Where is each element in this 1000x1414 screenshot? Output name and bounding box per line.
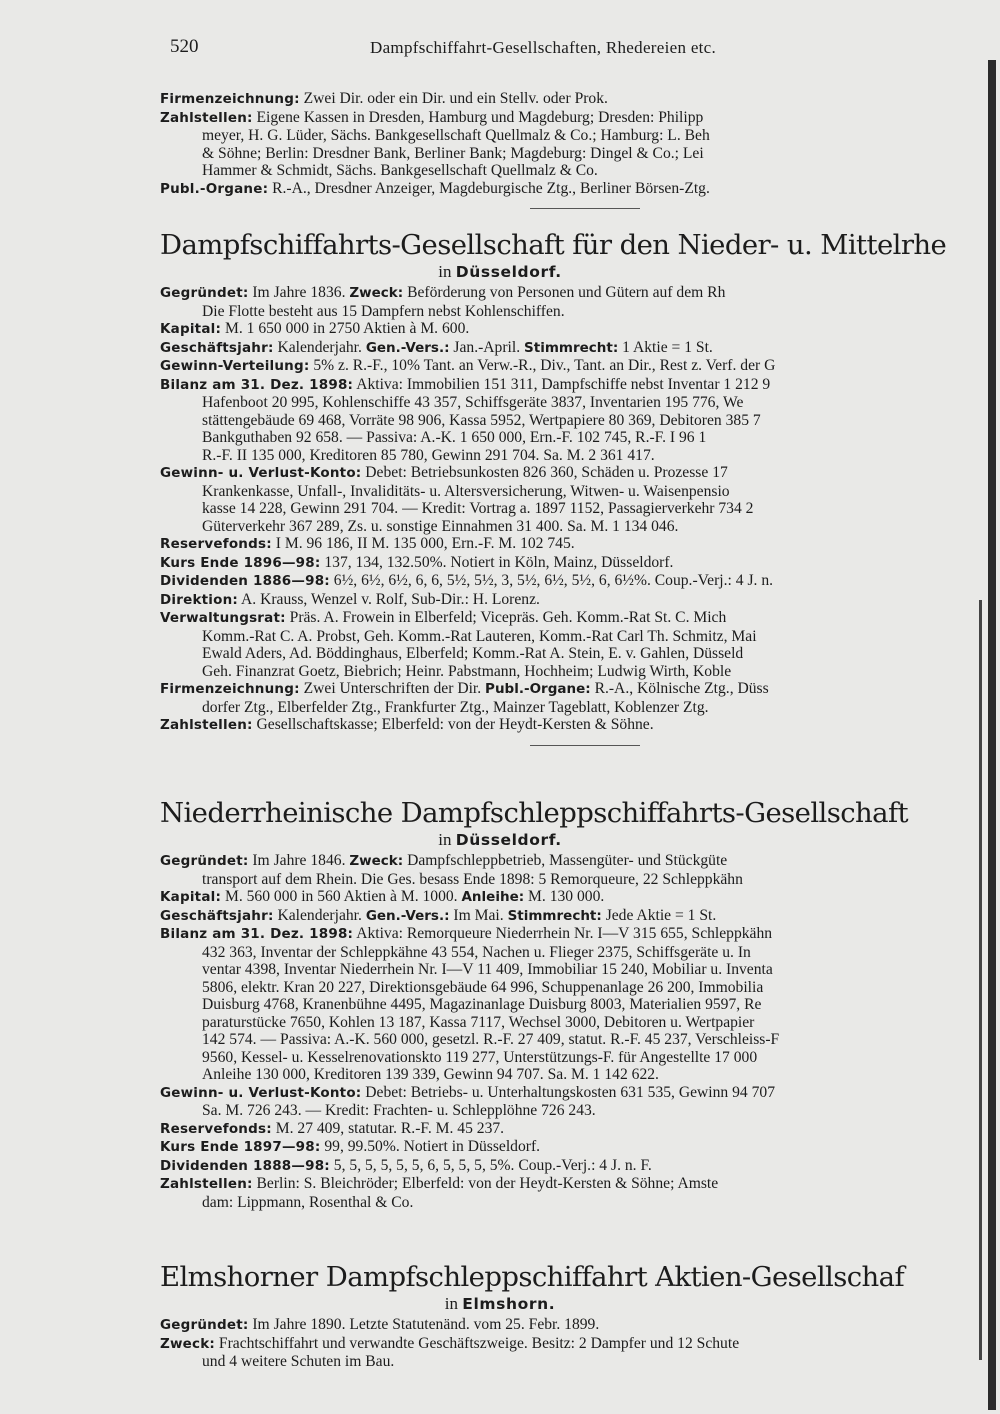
entry-dividenden: Dividenden 1886—98: 6½, 6½, 6½, 6, 6, 5½, 5½, 3, 5½, 6½, 5½, 6, 6½%. Coup.-Verj.: 4 J. n.: [160, 572, 774, 589]
company-location: in Elmshorn.: [444, 1294, 556, 1313]
company-section-2: [160, 796, 990, 1211]
entry-verwaltungsrat: Verwaltungsrat: Präs. A. Frowein in Elberfeld; Vicepräs. Geh. Komm.-Rat St. C. Mich Komm.-Rat C. A. Probst, Geh. Komm.-Rat Lauteren, Komm.-Rat Carl Th. Schmitz, Mai Ewald Aders, Ad. Böddinghaus, Elberfeld; Komm.-Rat A. Stein, E. v. Gahlen, Düsseld Geh. Finanzrat Goetz, Biebrich; Heinr. Pabstmann, Hochheim; Ludwig Wirth, Koble: [160, 609, 757, 680]
company-section-3: [160, 1260, 990, 1371]
entry-zweck: Zweck: Frachtschiffahrt und verwandte Geschäftszweige. Besitz: 2 Dampfer und 12 Schute und 4 weitere Schuten im Bau.: [160, 1334, 740, 1370]
entry-gegruendet: Gegründet: Im Jahre 1890. Letzte Statutenänd. vom 25. Febr. 1899.: [160, 1316, 600, 1333]
company-title: Elmshorner Dampfschleppschiffahrt Aktien-Gesellschaf: [160, 1261, 905, 1293]
entry-reservefonds: Reservefonds: M. 27 409, statutar. R.-F. M. 45 237.: [160, 1119, 505, 1137]
entry-zahlstellen: Zahlstellen: Gesellschaftskasse; Elberfeld: von der Heydt-Kersten & Söhne.: [160, 716, 654, 733]
section-divider: [530, 208, 640, 209]
entry-gewinn-verlust-konto: Gewinn- u. Verlust-Konto: Debet: Betriebs- u. Unterhaltungskosten 631 535, Gewinn 94 707 Sa. M. 726 243. — Kredit: Frachten- u. Schlepplöhne 726 243.: [160, 1083, 775, 1119]
page-header: [170, 36, 950, 68]
entry-zahlstellen: Zahlstellen: Eigene Kassen in Dresden, Hamburg und Magdeburg; Dresden: Philipp meyer, H. G. Lüder, Sächs. Bankgesellschaft Quellmalz & Co.; Hamburg: L. Beh & Söhne; Berlin: Dresdner Bank, Berliner Bank; Magdeburg: Dingel & Co.; Lei Hammer & Schmidt, Sächs. Bankgesellschaft Quellmalz & Co.: [160, 108, 710, 179]
company-location: in Düsseldorf.: [438, 830, 562, 849]
top-continuation-section: [160, 90, 990, 219]
entry-kapital: Kapital: M. 560 000 in 560 Aktien à M. 1000. Anleihe: M. 130 000.: [160, 888, 605, 905]
entry-direktion: Direktion: A. Krauss, Wenzel v. Rolf, Sub-Dir.: H. Lorenz.: [160, 590, 540, 608]
company-location: in Düsseldorf.: [438, 262, 562, 281]
binding-edge-shadow: [979, 600, 982, 1360]
entry-kapital: Kapital: M. 1 650 000 in 2750 Aktien à M. 600.: [160, 320, 470, 337]
entry-publ-organe: Publ.-Organe: R.-A., Dresdner Anzeiger, Magdeburgische Ztg., Berliner Börsen-Ztg.: [160, 179, 710, 197]
page-number: 520: [170, 36, 199, 57]
entry-gewinn-verteilung: Gewinn-Verteilung: 5% z. R.-F., 10% Tant. an Verw.-R., Div., Tant. an Dir., Rest z. Verf. der G: [160, 357, 776, 374]
entry-gegruendet: Gegründet: Im Jahre 1846. Zweck: Dampfschleppbetrieb, Massengüter- und Stückgüte transport auf dem Rhein. Die Ges. besass Ende 1898: 5 Remorqueure, 22 Schleppkähn: [160, 852, 743, 888]
entry-firmenzeichnung: Firmenzeichnung: Zwei Dir. oder ein Dir. und ein Stellv. oder Prok.: [160, 90, 608, 107]
entry-bilanz: Bilanz am 31. Dez. 1898: Aktiva: Remorqueure Niederrhein Nr. I—V 315 655, Schleppkähn 432 363, Inventar der Schleppkähne 43 554, Nachen u. Flieger 2375, Schiffsgeräte u. In ventar 4398, Inventar Niederrhein Nr. I—V 11 409, Immobiliar 15 240, Mobiliar u. Inventa 5806, elektr. Kran 20 227, Direktionsgebäude 64 996, Schuppenanlage 26 200, Immobilia Duisburg 4768, Kranenbühne 4495, Magazinanlage Duisburg 8003, Materialien 9597, Re paraturstücke 7650, Kohlen 13 187, Kassa 7117, Wechsel 3000, Debitoren u. Wertpapier 142 574. — Passiva: A.-K. 560 000, gesetzl. R.-F. 27 409, statut. R.-F. 45 237, Verschleiss-F 9560, Kessel- u. Kesselrenovationskto 119 277, Unterstützungs-F. für Angestellte 17 000 Anleihe 130 000, Kreditoren 139 339, Gewinn 94 707. Sa. M. 1 142 622.: [160, 925, 780, 1083]
entry-kurs: Kurs Ende 1897—98: 99, 99.50%. Notiert in Düsseldorf.: [160, 1138, 541, 1155]
entry-geschaeftsjahr: Geschäftsjahr: Kalenderjahr. Gen.-Vers.: Im Mai. Stimmrecht: Jede Aktie = 1 St.: [160, 906, 717, 924]
entry-dividenden: Dividenden 1888—98: 5, 5, 5, 5, 5, 5, 6, 5, 5, 5, 5%. Coup.-Verj.: 4 J. n. F.: [160, 1156, 652, 1174]
entry-zahlstellen: Zahlstellen: Berlin: S. Bleichröder; Elberfeld: von der Heydt-Kersten & Söhne; Amste dam: Lippmann, Rosenthal & Co.: [160, 1175, 719, 1211]
binding-edge: [988, 60, 996, 1410]
company-section-1: [160, 228, 990, 756]
company-title: Niederrheinische Dampfschleppschiffahrts-Gesellschaft: [160, 797, 908, 829]
entry-gewinn-verlust-konto: Gewinn- u. Verlust-Konto: Debet: Betriebsunkosten 826 360, Schäden u. Prozesse 17 Krankenkasse, Unfall-, Invaliditäts- u. Altersversicherung, Witwen- u. Waisenpensio kasse 14 228, Gewinn 291 704. — Kredit: Vortrag a. 1897 1152, Passagierverkehr 734 2 Güterverkehr 367 289, Zs. u. sonstige Einnahmen 31 400. Sa. M. 1 134 046.: [160, 464, 754, 535]
entry-gegruendet: Gegründet: Im Jahre 1836. Zweck: Beförderung von Personen und Gütern auf dem Rh Die Flotte besteht aus 15 Dampfern nebst Kohlenschiffen.: [160, 284, 726, 320]
entry-reservefonds: Reservefonds: I M. 96 186, II M. 135 000, Ern.-F. M. 102 745.: [160, 535, 575, 552]
section-divider: [530, 745, 640, 746]
entry-geschaeftsjahr: Geschäftsjahr: Kalenderjahr. Gen.-Vers.: Jan.-April. Stimmrecht: 1 Aktie = 1 St.: [160, 338, 713, 356]
entry-bilanz: Bilanz am 31. Dez. 1898: Aktiva: Immobilien 151 311, Dampfschiffe nebst Inventar 1 212 9 Hafenboot 20 995, Kohlenschiffe 43 357, Schiffsgeräte 3837, Inventarien 195 776, We stättengebäude 69 468, Vorräte 98 906, Kassa 5952, Wertpapiere 80 369, Debitoren 385 7 Bankguthaben 92 658. — Passiva: A.-K. 1 650 000, Ern.-F. 102 745, R.-F. I 96 1 R.-F. II 135 000, Kreditoren 85 780, Gewinn 291 704. Sa. M. 2 361 417.: [160, 375, 771, 464]
entry-firmenzeichnung: Firmenzeichnung: Zwei Unterschriften der Dir. Publ.-Organe: R.-A., Kölnische Ztg., Düss dorfer Ztg., Elberfelder Ztg., Frankfurter Ztg., Mainzer Tageblatt, Koblenzer Ztg.: [160, 680, 769, 716]
running-title: Dampfschiffahrt-Gesellschaften, Rhedereien etc.: [370, 38, 717, 57]
company-title: Dampfschiffahrts-Gesellschaft für den Nieder- u. Mittelrhe: [160, 229, 947, 261]
entry-kurs: Kurs Ende 1896—98: 137, 134, 132.50%. Notiert in Köln, Mainz, Düsseldorf.: [160, 553, 674, 571]
